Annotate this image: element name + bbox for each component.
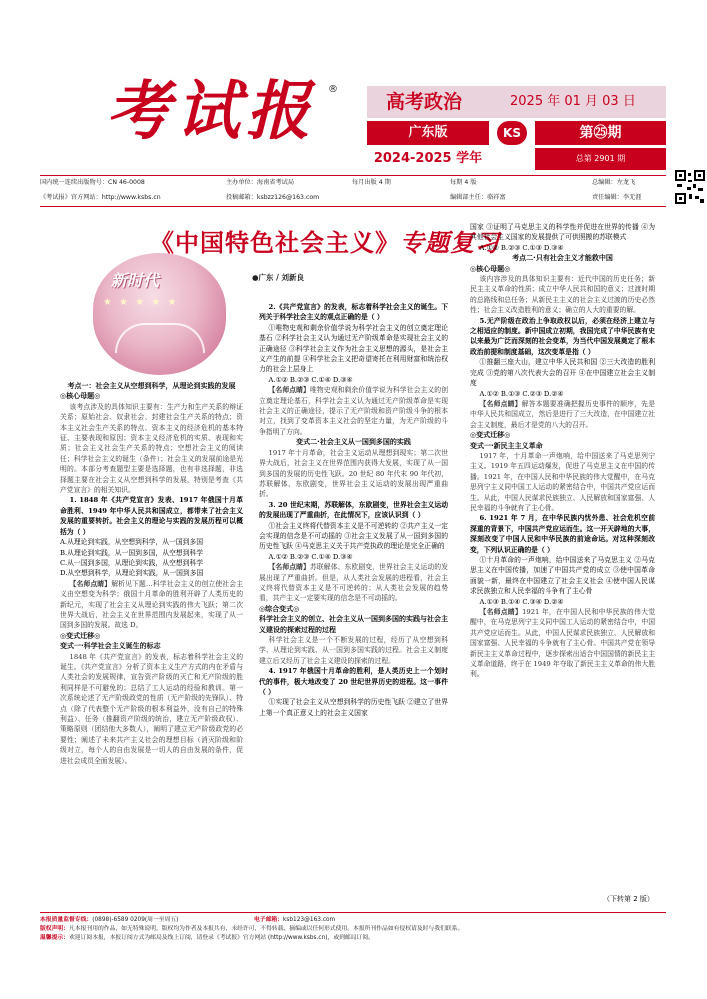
answer-choices: A.①② B.②③ C.①③ D.③④: [479, 243, 564, 252]
answer-text: 唯物史观和剩余价值学说为科学社会主义的创立奠定理论基石，科学社会主义认为通过无产阶级革命是实现社会主义的正确途径，提示了无产阶级和资产阶级斗争的根本对立，找到了变革资本主义社会的坚定力量，为无产阶级的斗争指明了方向。: [259, 386, 449, 436]
total-issue: 总第 2901 期: [535, 148, 666, 170]
paragraph: 该内容涉及的具体知识主要有：近代中国的历史任务；新民主主义革命的性质；成立中华人民共和国的意义；过渡时期的总路线和总任务；从新民主主义的社会主义过渡的历史必然性；社会主义改造胜利的意义；确立的人大的重要的解。: [470, 275, 655, 315]
divider: [40, 175, 666, 176]
options-continued: 国家 ③证明了马克思主义的科学性并促进在世界的传播 ④为其他社会主义国家的发展提供了可供照搬的苏联模式: [470, 223, 655, 242]
email-value[interactable]: ksb123@163.com: [283, 917, 336, 923]
new-era-illustration: [93, 253, 226, 375]
qr-code-icon[interactable]: [675, 170, 705, 206]
continued-note: （下转第 2 版）: [603, 895, 654, 903]
option: A.从理论到实践，从空想到科学，从一国到多国: [60, 538, 204, 547]
sponsor: 主办单位：海南省考试局: [226, 179, 295, 186]
answer-label: 【名师点睛】: [69, 579, 112, 588]
variant-heading: 科学社会主义的创立、社会主义从一国到多国的实践与社会主义建设的探索过程的过程: [259, 615, 448, 634]
option: C.从一国到多国，从理论到实践，从空想到科学: [60, 558, 204, 567]
footer-email: [254, 916, 335, 925]
article-column-2: [259, 302, 448, 718]
options: ①推翻三座大山，建立中华人民共和国 ②三大改造的胜利完成 ③党的第八次代表大会的召开 ④在中国建立社会主义制度: [470, 358, 655, 388]
issue-pages: 每期 4 版: [450, 179, 477, 186]
answer-text: 解答本题要准确把握历史事件的顺序，先是中华人民共和国成立，然后是进行了三大改造，在中国建立社会主义制度，最后才是党的八大的召开。: [470, 399, 655, 429]
star-icons: ★ ★ ★ ★ ★: [103, 297, 179, 308]
title-highlight: 专题复习: [400, 229, 500, 257]
topic-heading: 考点二·只有社会主义才能救中国: [512, 254, 613, 263]
issue-number: 第㉕期: [535, 121, 666, 145]
question: 5.无产阶级在政治上争取政权以后，必须在经济上建立与之相适应的制度。新中国成立初期，我国完成了中华民族有史以来最为广泛而深刻的社会变革，为当代中国发展奠定了根本政治前提和制度基础，这次变革是指（ ）: [470, 316, 655, 356]
chief-editor: 总编辑：左龙飞: [592, 179, 636, 186]
answer-label: 【名师点睛】: [268, 563, 310, 572]
registered-mark: ®: [328, 84, 338, 95]
footer-row-copyright: [40, 925, 666, 934]
department-editor: 编辑部主任：骆祥富: [450, 194, 506, 201]
answer-text: 1921 年，在中国人民和中华民族的伟大觉醒中，在马克思列宁主义同中国工人运动的紧密结合中，中国共产党应运而生。从此，中国人民谋求民族独立、人民解放和国家富强、人民幸福的斗争就有了主心骨。中国共产党在领导新民主主义革命过程中，逐步探索出适合中国国情的新民主主义革命道路，终于在 1949 年夺取了新民主主义革命的伟大胜利。: [470, 608, 656, 679]
email-link[interactable]: 投稿邮箱：ksbzz126@163.com: [226, 194, 320, 201]
paragraph: 1917 年十月革命，社会主义运动从理想到现实；第二次世界大战后，社会主义在世界范围内获得大发展，实现了从一国到多国的发展的历史性飞跃。20 世纪 80 年代末 90 年代初，苏联解体、东欧剧变，世界社会主义运动的发展出现严重曲折。: [259, 448, 448, 499]
divider: [40, 912, 666, 913]
newspaper-logo: 考试报: [106, 74, 316, 149]
responsible-editor: 责任编辑：李无涯: [592, 194, 642, 201]
answer-choices: A.①② B.②③ C.①④ D.③④: [268, 375, 353, 384]
divider: [40, 206, 666, 207]
gate-icon: [115, 323, 205, 353]
article-column-3: [470, 222, 655, 680]
answer-choices: A.①② B.②③ C.①④ D.③④: [268, 552, 353, 561]
question: 1. 1848 年《共产党宣言》发表、1917 年俄国十月革命胜利、1949 年中华人民共和国成立，都带来了社会主义发展的重要转折。社会主义的理论与实践的发展历程可以概括为（ ）: [60, 496, 243, 536]
hotline-label: 本报质量监督专线：: [40, 917, 93, 923]
variant-heading: 变式二·社会主义从一国到多国的实践: [296, 438, 411, 447]
issue-date: 2025 年 01 月 03 日: [510, 94, 636, 109]
section-label: ◎核心母题◎: [60, 392, 101, 401]
edition-row: [367, 121, 666, 145]
section-label: ◎变式迁移◎: [470, 431, 511, 440]
academic-year: 2024-2025 学年: [373, 151, 483, 166]
answer-label: 【名师点睛】: [479, 608, 523, 617]
ks-emblem-icon: KS: [497, 121, 527, 145]
variant-heading: 变式一·新民主主义革命: [470, 441, 543, 450]
masthead: [40, 72, 666, 174]
article-column-1: [60, 381, 243, 766]
question: 6. 1921 年 7 月，在中华民族内忧外患、社会危机空前深重的背景下，中国共产党应运而生。这一开天辟地的大事，深刻改变了中国人民和中华民族的前途命运。对这种深刻改变，下列认识正确的是（ ）: [470, 514, 655, 554]
answer-explanation: [470, 399, 655, 430]
edition-subject: 高考政治: [386, 91, 463, 113]
options: ①十月革命的一声炮响，给中国送来了马克思主义 ②马克思主义在中国传播，加速了中国共产党的成立 ③使中国革命面貌一新，最终在中国建立了社会主义社会 ④使中国人民谋求民族独立和人民幸福的斗争有了主心骨: [470, 556, 655, 596]
email-label: 电子邮箱：: [254, 917, 283, 923]
subscribe-label: 温馨提示：: [40, 935, 69, 941]
option: D.从空想到科学，从理论到实践，从一国到多国: [60, 569, 204, 578]
answer-choices: A.①③ B.①④ C.③④ D.②④: [479, 597, 564, 606]
section-label: ◎变式迁移◎: [60, 631, 101, 640]
paragraph: 科学社会主义是一个不断发展的过程，经历了从空想到科学、从理论到实践、从一国到多国实践的过程。社会主义制度建立后又经历了社会主义建设的探索的过程。: [259, 636, 448, 665]
region-label: 广东版: [367, 121, 489, 145]
answer-explanation: [259, 385, 448, 437]
option: B.从理论到实践，从一国到多国，从空想到科学: [60, 548, 204, 557]
answer-explanation: [60, 579, 243, 631]
footer-row-subscribe: [40, 934, 666, 943]
answer-label: 【名师点睛】: [268, 386, 310, 395]
answer-text: 解析见下题…科学社会主义的创立使社会主义由空想变为科学；俄国十月革命的胜利开辟了人类历史的新纪元，实现了社会主义从理论到实践的伟大飞跃；第二次世界大战后，社会主义在世界范围内发展起来，实现了从一国到多国的发展。故选 D。: [60, 579, 243, 630]
answer-explanation: [259, 562, 448, 604]
options: ①社会主义终将代替资本主义是不可逆转的 ②共产主义一定会实现的信念是不可动摇的 ③社会主义发展了从一国到多国的历史性飞跃 ④马克思主义关于共产党执政的理论是完全正确的: [259, 521, 448, 551]
footer-row-hotline: [40, 916, 666, 925]
title-main: 《中国特色社会主义》: [150, 228, 400, 257]
question: 3. 20 世纪末期，苏联解体，东欧剧变，世界社会主义运动的发展出现了严重曲折，在此情况下，应该认识到（ ）: [259, 500, 448, 520]
paragraph: 1917 年，十月革命一声炮响，给中国送来了马克思列宁主义。1919 年五四运动爆发，促进了马克思主义在中国的传播。1921 年，在中国人民和中华民族的伟大觉醒中，在马克思列宁主义同中国工人运动的紧密结合中，中国共产党应运而生。从此，中国人民谋求民族独立、人民解放和国家富强、人民幸福的斗争就有了主心骨。: [470, 451, 655, 512]
answer-text: 苏联解体、东欧剧变，世界社会主义运动的发展出现了严重曲折。但是，从人类社会发展的进程看，社会主义终将代替资本主义是不可逆转的；从人类社会发展的趋势看，共产主义一定要实现的信念是不可动摇的。: [259, 563, 449, 603]
options: ①实现了社会主义从空想到科学的历史性飞跃 ②建立了世界上第一个真正意义上的社会主义国家: [259, 698, 448, 717]
paragraph: 该考点涉及的具体知识主要有：生产力和生产关系的辩证关系；原始社会、奴隶社会、封建社会生产关系的特点；资本主义社会生产关系的特点、资本主义的经济危机的基本特征、主要表现和原因；资本主义经济危机的实质、表现和实质；社会主义社会生产关系的特点；空想社会主义的阅读任；科学社会主义的诞生（条件）；社会主义的发展前途是光明的。本部分考查题型主要是选择题，也有非选择题，非选择题主要在社会主义从空想到科学的发展，特别是考查《共产党宣言》的相关知识。: [60, 402, 243, 495]
serial-number: 国内统一连续出版物号：CN 46-0008: [40, 179, 145, 186]
website-link[interactable]: 《考试报》官方网站：http://www.ksbs.cn: [40, 194, 161, 201]
section-label: ◎核心母题◎: [470, 264, 511, 273]
copyright-label: 版权声明：: [40, 926, 69, 932]
question: 4. 1917 年俄国十月革命的胜利，是人类历史上一个划时代的事件，极大地改变了 20 世纪世界历史的进程。这一事件（ ）: [259, 667, 448, 697]
subscribe-text: 欢迎订阅本报，本报订阅方式为邮局及线上订阅，请登录《考试报》官方网站 (http://www.ksbs.cn)，或到邮局订阅。: [69, 935, 374, 941]
illustration-caption: 新时代: [111, 271, 160, 290]
question: 2.《共产党宣言》的发表，标志着科学社会主义的诞生。下列关于科学社会主义的观点正确的是（ ）: [259, 303, 448, 322]
monthly-issues: 每月出版 4 期: [352, 179, 391, 186]
byline: ●广东 / 刘新良: [252, 273, 305, 282]
answer-label: 【名师点睛】: [479, 399, 522, 408]
answer-choices: A.①② B.①③ C.②③ D.②④: [479, 389, 564, 398]
section-label: ◎综合变式◎: [259, 604, 300, 613]
paragraph: 1848 年《共产党宣言》的发表，标志着科学社会主义的诞生。《共产党宣言》分析了资本主义生产方式的内在矛盾与人类社会的发展规律，宣告资产阶级的灭亡和无产阶级的胜利同样是不可避免的；总结了工人运动的经验和教训。第一次系统论述了无产阶级政党的性质（无产阶级的先锋队）、特点（除了代表整个无产阶级的根本利益外，没有自己的特殊利益）、任务（推翻资产阶级的统治，建立无产阶级政权）、策略原则（团结他大多数人），阐明了建立无产阶级政党的必要性；阐述了未来共产主义社会的理想目标（消灭阶级和阶级对立，每个人的自由发展是一切人的自由发展的条件，促进社会成员全面发展）。: [60, 652, 243, 765]
hotline-number: (0898)-6589 0209(周一至周五): [92, 917, 179, 923]
answer-explanation: [470, 607, 655, 680]
variant-heading: 变式一·科学社会主义诞生的标志: [60, 642, 161, 651]
topic-heading: 考点一：社会主义从空想到科学，从理论到实践的发展: [67, 382, 236, 390]
footer: [40, 916, 666, 943]
options: ①唯物史观和剩余价值学说为科学社会主义的创立奠定理论基石 ②科学社会主义认为通过无产阶级革命是实现社会主义的正确途径 ③科学社会主义作为社会主义思想的源头，是社会主义产生的前提 ④科学社会主义把奇望寄托在利用财富和统治权力的社会上层身上: [259, 323, 448, 374]
copyright-text: 凡本报刊用的作品，如无特殊说明，版权均为作者及本报共有，未经许可，不得转载、摘编或以任何形式使用。本报所刊作品如有侵权请及时与我们联系。: [69, 926, 464, 932]
